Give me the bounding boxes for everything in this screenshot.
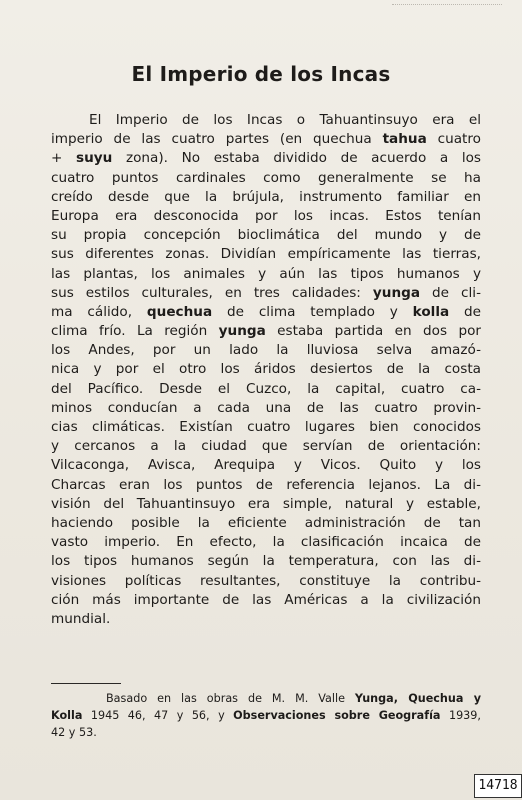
text-run: zona). No estaba dividido de acuerdo a los: [112, 150, 481, 167]
body-line: [51, 572, 481, 591]
bold-term: yunga: [372, 284, 421, 301]
text-run: y cercanos a la ciudad que servían de orientación:: [51, 438, 481, 455]
text-run: ma cálido,: [51, 303, 147, 320]
body-line: [51, 552, 481, 571]
bold-term: kolla: [412, 303, 450, 320]
body-line: [51, 265, 481, 284]
text-run: de clima templado y: [212, 303, 413, 320]
text-run: haciendo posible la eficiente administración de tan: [51, 514, 481, 531]
body-line: [51, 111, 481, 130]
text-run: cias climáticas. Existían cuatro lugares bien conocidos: [51, 419, 481, 435]
body-line: [51, 207, 481, 226]
bold-term: suyu: [76, 150, 113, 167]
body-line: [51, 149, 481, 168]
body-line: [51, 591, 481, 610]
body-line: [51, 533, 481, 552]
text-run: Vilcaconga, Avisca, Arequipa y Vicos. Quito y los: [51, 457, 481, 474]
text-run: clima frío. La región: [51, 323, 219, 340]
footnote-line: [51, 724, 481, 741]
text-run: minos conducían a cada una de las cuatro provin-: [51, 399, 481, 416]
bold-term: Yunga, Quechua y: [354, 692, 481, 705]
body-line: [51, 610, 481, 629]
body-line: [51, 169, 481, 188]
body-line: [51, 245, 481, 264]
text-run: cuatro puntos cardinales como generalmente se ha: [51, 169, 481, 186]
body-line: [51, 456, 481, 475]
body-paragraph: [51, 111, 481, 629]
text-run: su propia concepción bioclimática del mundo y de: [51, 227, 481, 244]
text-run: Europa era desconocida por los incas. Estos tenían: [51, 207, 481, 224]
text-run: del Pacífico. Desde el Cuzco, la capital, cuatro ca-: [51, 380, 481, 397]
text-run: mundial.: [51, 610, 111, 627]
text-run: Charcas eran los puntos de referencia lejanos. La di-: [51, 476, 481, 493]
text-run: visiones políticas resultantes, constituye la contribu-: [51, 572, 481, 589]
text-run: las plantas, los animales y aún las tipos humanos y: [51, 265, 481, 282]
text-run: vasto imperio. En efecto, la clasificación incaica de: [51, 534, 481, 551]
text-run: de: [449, 303, 481, 320]
body-line: [51, 418, 481, 437]
body-line: [51, 514, 481, 533]
text-run: visión del Tahuantinsuyo era simple, natural y estable,: [51, 495, 481, 512]
text-run: los tipos humanos según la temperatura, con las di-: [51, 553, 481, 570]
bold-term: Observaciones sobre Geografía: [233, 709, 441, 722]
body-line: [51, 226, 481, 245]
body-line: [51, 130, 481, 149]
body-line: [51, 188, 481, 207]
text-run: Basado en las obras de M. M. Valle: [106, 692, 355, 705]
body-line: [51, 341, 481, 360]
text-run: +: [51, 150, 77, 167]
bold-term: tahua: [382, 131, 427, 148]
text-run: cuatro: [426, 131, 481, 148]
body-line: [51, 284, 481, 303]
catalog-number-stamp: 14718: [474, 774, 522, 798]
footnote-line: [51, 707, 481, 724]
body-line: [51, 399, 481, 418]
body-line: [51, 380, 481, 399]
page-title: El Imperio de los Incas: [131, 62, 391, 86]
bold-term: yunga: [218, 323, 266, 340]
body-line: [51, 437, 481, 456]
body-line: [51, 322, 481, 341]
text-run: nica y por el otro los áridos desiertos de la costa: [51, 361, 481, 378]
text-run: 42 y 53.: [51, 726, 97, 739]
text-run: estaba partida en dos por: [265, 323, 481, 340]
text-run: sus estilos culturales, en tres calidades:: [51, 284, 373, 301]
footnote: [51, 690, 481, 741]
text-run: ción más importante de las Américas a la civilización: [51, 591, 481, 608]
text-run: sus diferentes zonas. Dividían empíricamente las tierras,: [51, 246, 481, 263]
bold-term: Kolla: [51, 709, 83, 722]
footnote-line: [51, 690, 481, 707]
text-run: imperio de las cuatro partes (en quechua: [51, 131, 383, 148]
text-run: 1945 46, 47 y 56, y: [82, 709, 234, 722]
text-run: de cli-: [420, 284, 481, 301]
text-run: El Imperio de los Incas o Tahuantinsuyo era el: [89, 112, 481, 128]
footnote-divider: [51, 683, 121, 684]
body-line: [51, 476, 481, 495]
text-run: los Andes, por un lado la lluviosa selva amazó-: [51, 342, 481, 359]
scan-speckle: [392, 4, 502, 13]
text-run: 1939,: [440, 709, 481, 722]
body-line: [51, 360, 481, 379]
text-run: creído desde que la brújula, instrumento familiar en: [51, 188, 481, 205]
body-line: [51, 303, 481, 322]
body-line: [51, 495, 481, 514]
bold-term: quechua: [146, 303, 213, 320]
